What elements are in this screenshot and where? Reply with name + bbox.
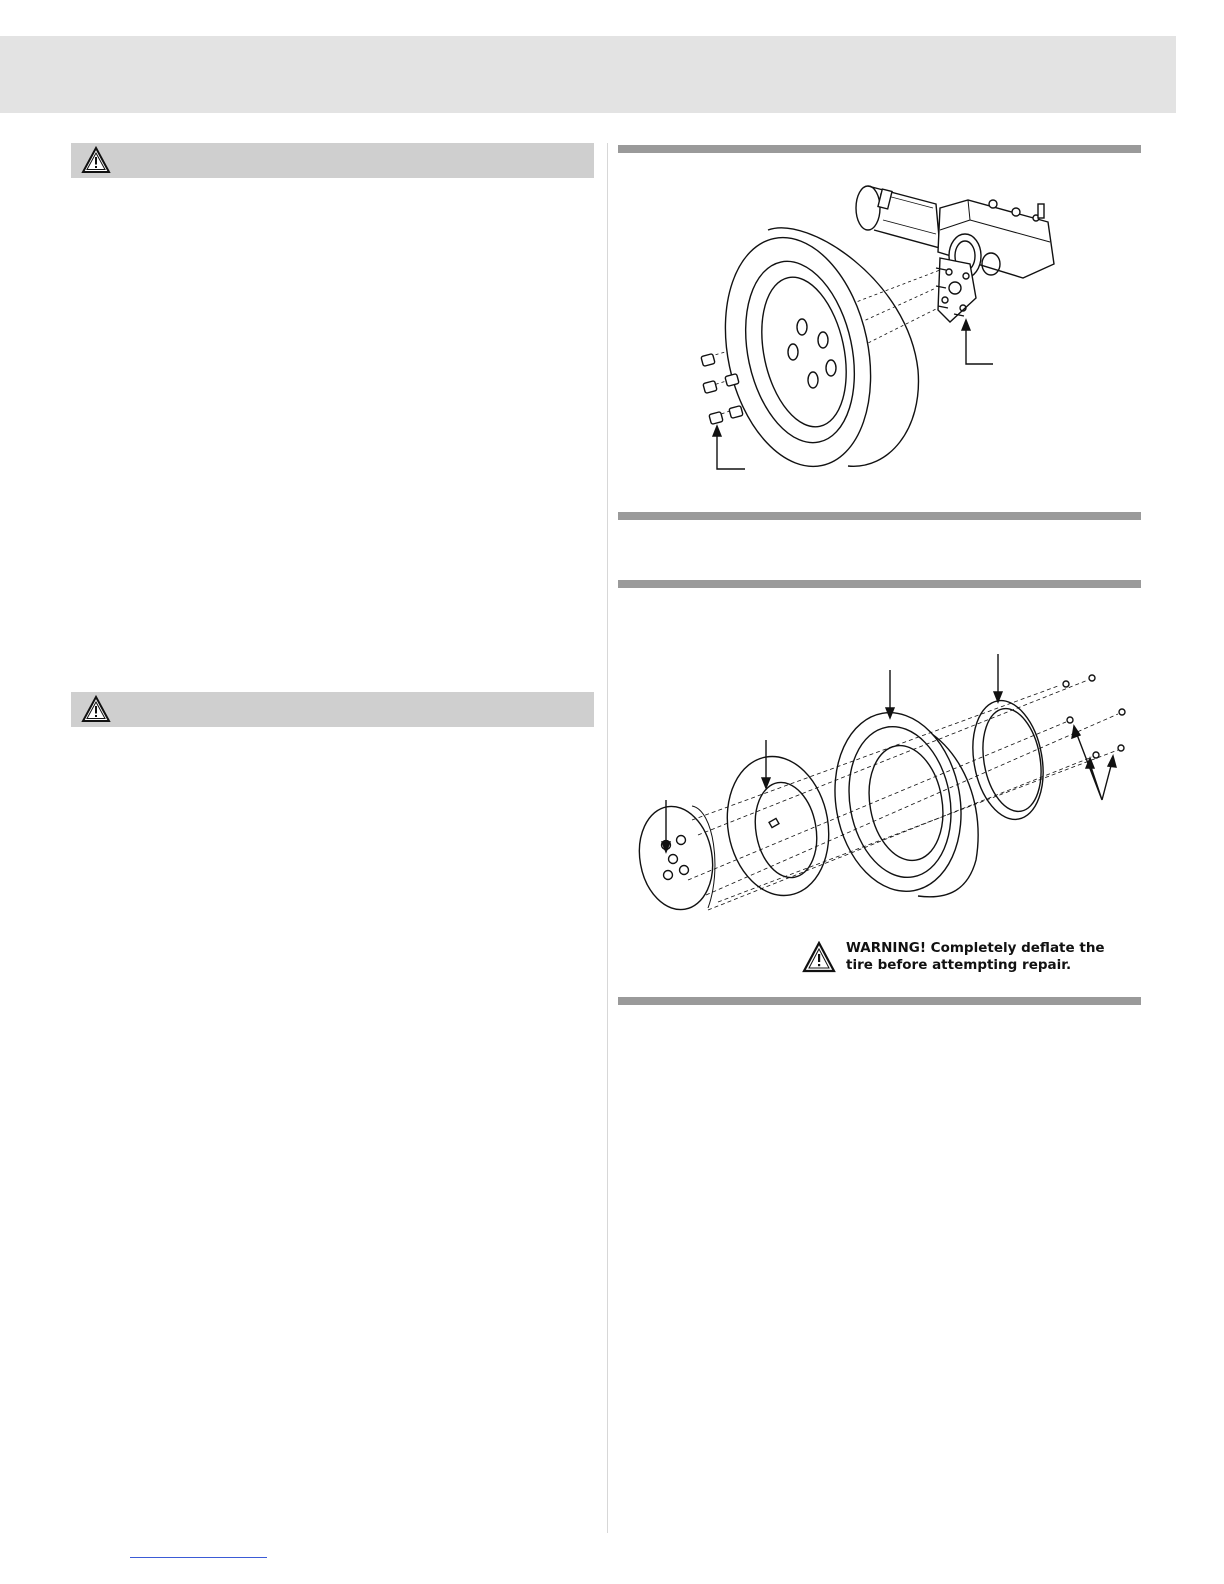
- figure1-bottom-rule: [618, 512, 1141, 520]
- wheel-motor-diagram: [618, 160, 1141, 505]
- bolts-icon: [1063, 675, 1125, 758]
- studs-leader-arrow: [966, 326, 993, 364]
- page-header-band: [0, 36, 1176, 113]
- column-divider: [607, 143, 608, 1533]
- figure2-bottom-rule: [618, 997, 1141, 1005]
- warning-line-1: WARNING! Completely deflate the: [846, 940, 1105, 956]
- hub-disc-icon: [632, 801, 721, 916]
- warning-triangle-icon: [802, 941, 836, 973]
- tire-repair-diagram: [618, 640, 1141, 930]
- warning-bar-1: [71, 143, 594, 178]
- warning-triangle-icon: [81, 146, 111, 174]
- warning-triangle-icon: [81, 695, 111, 723]
- footer-link[interactable]: [130, 1557, 267, 1558]
- tire-icon: [821, 703, 978, 902]
- figure1-top-rule: [618, 145, 1141, 153]
- inner-tube-icon: [717, 748, 840, 903]
- hub-plate-icon: [936, 258, 976, 322]
- bolts-leader-arrows: [1076, 732, 1112, 800]
- tire-warning-callout: [802, 940, 1132, 976]
- nuts-leader-arrow: [717, 432, 745, 469]
- warning-line-2: tire before attempting repair.: [846, 957, 1072, 973]
- figure2-top-rule: [618, 580, 1141, 588]
- wheel-icon: [705, 224, 918, 480]
- rim-ring-icon: [964, 695, 1052, 825]
- warning-bar-2: [71, 692, 594, 727]
